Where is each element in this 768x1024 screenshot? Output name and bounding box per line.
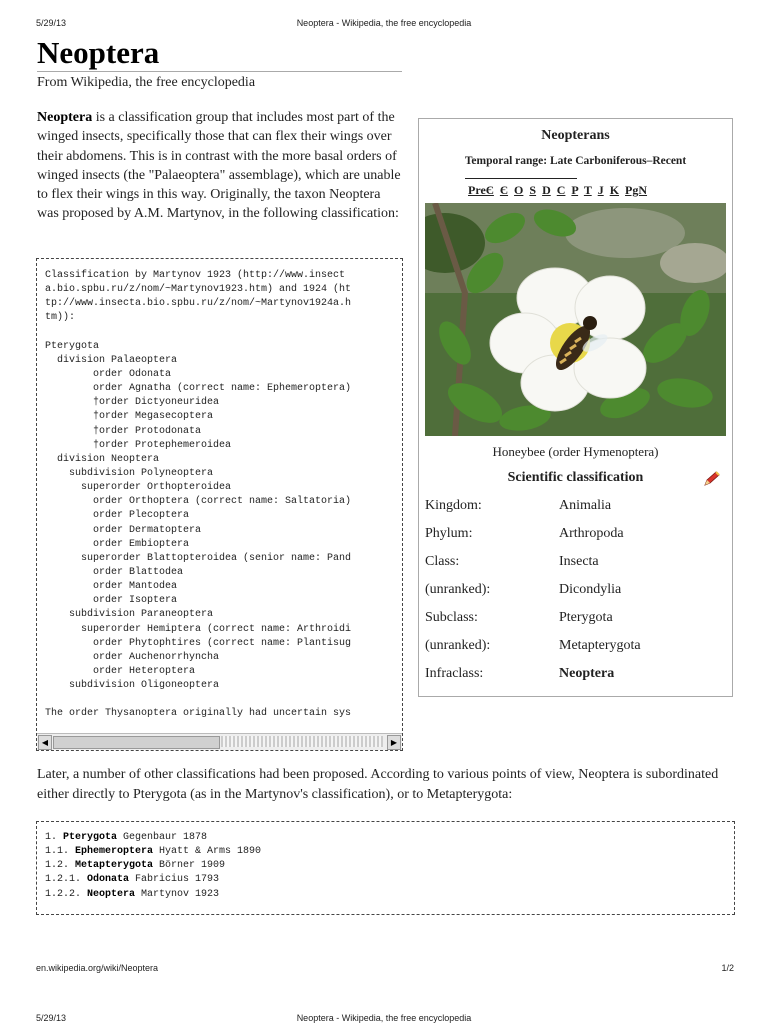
code-line: division Palaeoptera: [45, 354, 178, 366]
code-line: order Embioptera: [45, 538, 190, 550]
code-line: division Neoptera: [45, 453, 160, 465]
hierarchy-number: 1.2.1.: [45, 874, 88, 886]
honeybee-photo: [425, 203, 726, 436]
taxon-name[interactable]: Neoptera: [87, 888, 136, 900]
taxon-rank: Class:: [425, 554, 460, 569]
infobox-caption: Neopterans: [541, 128, 610, 143]
hierarchy-line: [45, 831, 261, 845]
code-line: order Auchenorrhyncha: [45, 651, 220, 663]
code-line: †order Protodonata: [45, 425, 202, 437]
intro-paragraph: [37, 108, 402, 224]
code-line: order Phytophtires (correct name: Plantisug: [45, 637, 352, 649]
code-line: †order Protephemeroidea: [45, 439, 232, 451]
code-line: superorder Blattopteroidea (senior name: Pand: [45, 552, 352, 564]
temporal-range: Temporal range: Late Carboniferous–Recent: [464, 155, 687, 167]
taxon-value: Neoptera: [559, 666, 615, 681]
code-line: †order Megasecoptera: [45, 411, 214, 423]
code-line: †order Dictyoneuridea: [45, 397, 220, 409]
taxon-authority: Fabricius 1793: [129, 874, 220, 886]
taxon-rank: (unranked):: [425, 638, 491, 653]
image-caption: Honeybee (order Hymenoptera): [492, 444, 659, 459]
classification-lines: [45, 269, 351, 722]
code-line: [45, 326, 351, 340]
geologic-periods: [468, 183, 647, 198]
horizontal-scrollbar[interactable]: [37, 733, 402, 750]
hierarchy-line: [45, 845, 261, 859]
code-line: order Heteroptera: [45, 665, 196, 677]
period-link[interactable]: P: [571, 183, 579, 197]
hierarchy-number: 1.1.: [45, 846, 76, 858]
code-line: subdivision Polyneoptera: [45, 467, 214, 479]
hierarchy-number: 1.2.: [45, 860, 76, 872]
taxon-rank: Subclass:: [425, 610, 478, 625]
taxon-authority: Gegenbaur 1878: [117, 832, 208, 843]
footer-url[interactable]: en.wikipedia.org/wiki/Neoptera: [36, 963, 159, 973]
period-link[interactable]: PgN: [625, 183, 648, 197]
taxon-name[interactable]: Pterygota: [63, 832, 118, 843]
code-line: Classification by Martynov 1923 (http://www.insect: [45, 270, 346, 281]
code-line: subdivision Oligoneoptera: [45, 680, 220, 692]
taxon-value[interactable]: Insecta: [559, 554, 599, 569]
hierarchy-line: [45, 888, 261, 902]
hierarchy-lines: [45, 831, 261, 902]
code-line: a.bio.spbu.ru/z/nom/~Martynov1923.htm) and 1924 (ht: [45, 284, 352, 296]
page-subtitle: From Wikipedia, the free encyclopedia: [37, 75, 256, 90]
scrollbar-track[interactable]: [221, 736, 383, 747]
period-link[interactable]: J: [597, 183, 604, 197]
period-link[interactable]: PreЄ: [468, 183, 494, 197]
pencil-icon[interactable]: [703, 471, 721, 487]
print-date-page-2: 5/29/13: [36, 1013, 67, 1023]
code-line: order Isoptera: [45, 595, 178, 607]
code-line: order Mantodea: [45, 581, 178, 593]
code-line: [45, 693, 351, 707]
taxon-rank: Phylum:: [425, 526, 473, 541]
taxon-value[interactable]: Animalia: [559, 498, 612, 513]
print-date: 5/29/13: [36, 18, 67, 28]
code-line: tm)):: [45, 312, 76, 324]
later-paragraph: Later, a number of other classifications had been proposed. According to various points of view, Neoptera is subordinated either directly to Pterygota (as in the Martynov's classification), or to Metapterygota:: [37, 767, 719, 802]
code-line: subdivision Paraneoptera: [45, 609, 214, 621]
hierarchy-number: 1.: [45, 832, 64, 843]
code-line: order Dermatoptera: [45, 524, 202, 536]
hierarchy-line: [45, 859, 261, 873]
temporal-range-bar: [465, 178, 577, 179]
taxon-authority: Börner 1909: [153, 860, 226, 872]
taxon-rank: (unranked):: [425, 582, 491, 597]
code-line: tp://www.insecta.bio.spbu.ru/z/nom/~Martynov1924a.h: [45, 298, 352, 310]
scientific-classification-heading: Scientific classification: [507, 470, 644, 485]
period-link[interactable]: S: [529, 183, 537, 197]
code-line: order Blattodea: [45, 566, 184, 578]
period-link[interactable]: Є: [499, 183, 509, 197]
taxon-name[interactable]: Ephemeroptera: [75, 846, 154, 858]
period-link[interactable]: O: [514, 183, 524, 197]
taxon-value[interactable]: Dicondylia: [559, 582, 622, 597]
taxon-rank: Infraclass:: [425, 666, 484, 681]
taxon-rank: Kingdom:: [425, 498, 482, 513]
code-line: The order Thysanoptera originally had uncertain sys: [45, 708, 352, 720]
taxon-name[interactable]: Odonata: [87, 874, 130, 886]
classification-code-block[interactable]: [36, 258, 403, 751]
period-link[interactable]: T: [583, 183, 592, 197]
taxon-authority: Hyatt & Arms 1890: [153, 846, 262, 858]
code-line: order Plecoptera: [45, 510, 190, 522]
hierarchy-number: 1.2.2.: [45, 888, 88, 900]
code-line: order Odonata: [45, 368, 172, 380]
honeybee-image[interactable]: [425, 203, 726, 436]
taxon-value[interactable]: Arthropoda: [559, 526, 624, 541]
hierarchy-line: [45, 873, 261, 887]
taxon-name[interactable]: Metapterygota: [75, 860, 154, 872]
page-title: Neoptera: [37, 35, 160, 70]
intro-text: is a classification group that includes most part of the winged insects, specifically those that can flex their wings over their abdomens. This is in contrast with the more basal orders of winged insects (the "Palaeoptera" assemblage), which are unable to flex their wings in this way. Originally, the taxon Neoptera was proposed by A.M. Martynov, in the following classification:: [37, 110, 401, 222]
print-title-page-2: Neoptera - Wikipedia, the free encyclopedia: [296, 1013, 472, 1023]
taxon-authority: Martynov 1923: [135, 888, 220, 900]
hierarchy-code-block: [36, 821, 735, 915]
scrollbar-thumb[interactable]: [53, 736, 220, 749]
scroll-right-arrow-icon[interactable]: ▶: [387, 735, 401, 750]
intro-bold-term: Neoptera: [37, 110, 93, 125]
footer-page-number: 1/2: [721, 963, 734, 973]
code-line: superorder Orthopteroidea: [45, 482, 232, 494]
code-line: superorder Hemiptera (correct name: Arthroidi: [45, 623, 352, 635]
code-line: order Agnatha (correct name: Ephemeroptera): [45, 383, 352, 395]
period-link[interactable]: K: [609, 183, 620, 197]
print-title: Neoptera - Wikipedia, the free encyclopedia: [296, 18, 472, 28]
taxon-value[interactable]: Pterygota: [559, 610, 613, 625]
scroll-left-arrow-icon[interactable]: ◀: [38, 735, 52, 750]
period-link[interactable]: C: [556, 183, 566, 197]
taxon-value[interactable]: Metapterygota: [559, 638, 641, 653]
title-divider: [37, 71, 402, 72]
infobox: [418, 118, 733, 697]
code-line: Pterygota: [45, 340, 100, 352]
period-link[interactable]: D: [542, 183, 551, 197]
code-line: order Orthoptera (correct name: Saltatoria): [45, 496, 352, 508]
